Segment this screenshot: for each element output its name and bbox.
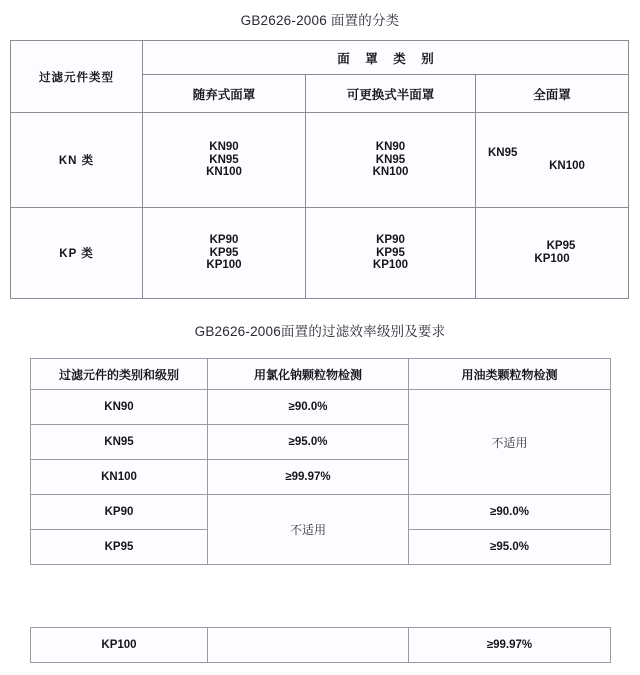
classification-table [10, 40, 629, 299]
header-nacl-test: 用氯化钠颗粒物检测 [208, 359, 409, 390]
header-oil-test: 用油类颗粒物检测 [409, 359, 611, 390]
value-item: KP95 [376, 246, 405, 259]
cell-grade: KN100 [31, 460, 208, 495]
value-item: KN95 [209, 153, 239, 166]
header-filter-type: 过滤元件类型 [11, 41, 143, 113]
cell-kn-full [476, 113, 629, 208]
efficiency-table-title: GB2626-2006面置的过滤效率级别及要求 [194, 324, 446, 339]
cell-oil-value: ≥95.0% [409, 530, 611, 565]
cell-kp-full [476, 208, 629, 299]
value-item: KN90 [375, 141, 406, 154]
cell-nacl-value: ≥90.0% [208, 390, 409, 425]
value-item: KN95 [488, 147, 518, 160]
cell-oil-not-applicable: 不适用 [409, 390, 611, 495]
value-item: KP90 [376, 234, 405, 247]
cell-kn-replaceable [306, 113, 476, 208]
cell-grade: KN95 [31, 425, 208, 460]
value-item: KP100 [372, 259, 409, 272]
table-row [11, 113, 629, 208]
header-mask-category: 面 罩 类 别 [143, 41, 629, 75]
cell-nacl-value [208, 628, 409, 663]
cell-nacl-value: ≥95.0% [208, 425, 409, 460]
header-disposable-mask: 随弃式面罩 [143, 75, 306, 113]
header-replaceable-half-mask: 可更换式半面罩 [306, 75, 476, 113]
value-item: KN100 [549, 160, 585, 172]
value-item: KP100 [206, 259, 242, 272]
cell-kp-replaceable [306, 208, 476, 299]
cell-nacl-value: ≥99.97% [208, 460, 409, 495]
value-item: KP100 [534, 253, 570, 265]
cell-grade: KP90 [31, 495, 208, 530]
row-label-kp: KP 类 [11, 208, 143, 299]
classification-table-title: GB2626-2006 面置的分类 [240, 13, 400, 28]
value-item: KP95 [209, 246, 239, 259]
kp100-continuation-table [30, 627, 611, 663]
header-grade: 过滤元件的类别和级别 [31, 359, 208, 390]
table-header-row [11, 41, 629, 75]
efficiency-table [30, 358, 611, 565]
table-row [31, 390, 611, 425]
table-row [31, 495, 611, 530]
table-header-row [31, 359, 611, 390]
cell-grade: KN90 [31, 390, 208, 425]
cell-nacl-not-applicable: 不适用 [208, 495, 409, 565]
header-full-face-mask: 全面罩 [476, 75, 629, 113]
cell-kp-disposable [143, 208, 306, 299]
value-item: KN100 [206, 166, 242, 179]
value-item: KP95 [546, 240, 576, 253]
table-row [11, 208, 629, 299]
value-item: KN90 [209, 141, 239, 154]
cell-oil-value: ≥99.97% [409, 628, 611, 663]
table-row [31, 628, 611, 663]
row-label-kn: KN 类 [11, 113, 143, 208]
cell-grade: KP100 [31, 628, 208, 663]
value-item: KN100 [372, 166, 409, 179]
value-item: KN95 [375, 153, 406, 166]
cell-oil-value: ≥90.0% [409, 495, 611, 530]
cell-grade: KP95 [31, 530, 208, 565]
cell-kn-disposable [143, 113, 306, 208]
value-item: KP90 [209, 234, 239, 247]
